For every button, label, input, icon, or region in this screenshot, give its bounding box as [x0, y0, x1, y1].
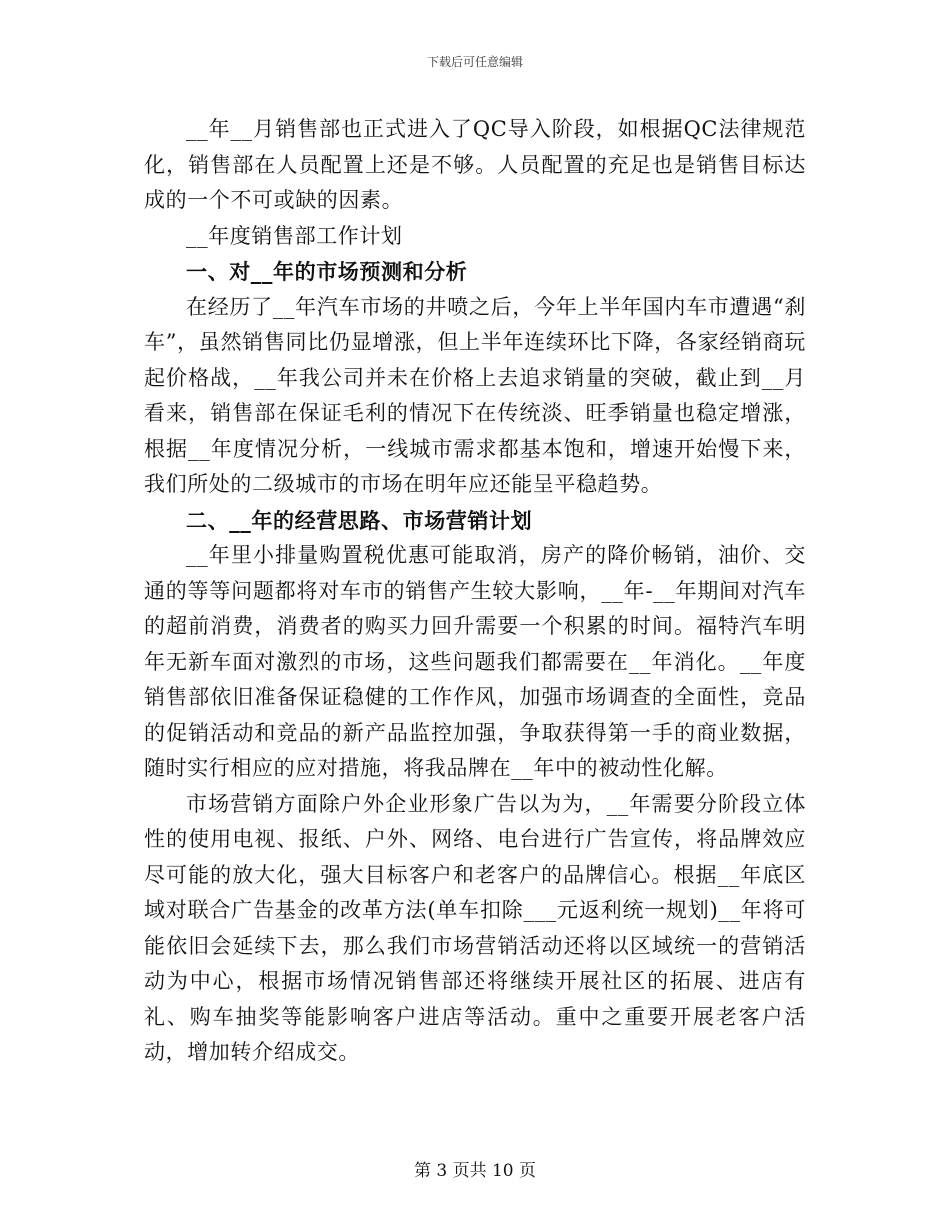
page-number: 第 3 页共 10 页 — [413, 1161, 537, 1181]
page-header-note: 下载后可任意编辑 — [426, 55, 523, 69]
section-heading-market-forecast: 一、对__年的市场预测和分析 — [186, 259, 468, 284]
paragraph-market-analysis: 在经历了__年汽车市场的井喷之后，今年上半年国内车市遭遇“刹车”，虽然销售同比仍显增涨，但上半年连续环比下降，各家经销商玩起价格战，__年我公司并未在价格上去追求销量的突破，截止到__月看来，销售部在保证毛利的情况下在传统淡、旺季销量也稳定增涨，根据__年度情况分析，一线城市需求都基本饱和，增速开始慢下来，我们所处的二级城市的市场在明年应还能呈平稳趋势。 — [144, 294, 806, 496]
paragraph-marketing-plan: 市场营销方面除户外企业形象广告以为为，__年需要分阶段立体性的使用电视、报纸、户外、网络、电台进行广告宣传，将品牌效应尽可能的放大化，强大目标客户和老客户的品牌信心。根据__年底区域对联合广告基金的改革方法(单车扣除___元返利统一规划)__年将可能依旧会延续下去，那么我们市场营销活动还将以区域统一的营销活动为中心，根据市场情况销售部还将继续开展社区的拓展、进店有礼、购车抽奖等能影响客户进店等活动。重中之重要开展老客户活动，增加转介绍成交。 — [144, 791, 806, 1064]
document-body — [144, 112, 806, 1071]
paragraph-business-strategy: __年里小排量购置税优惠可能取消，房产的降价畅销，油价、交通的等等问题都将对车市的销售产生较大影响，__年-__年期间对汽车的超前消费，消费者的购买力回升需要一个积累的时间。福特汽车明年无新车面对激烈的市场，这些问题我们都需要在__年消化。__年度销售部依旧准备保证稳健的工作作风，加强市场调查的全面性，竞品的促销活动和竞品的新产品监控加强，争取获得第一手的商业数据，随时实行相应的应对措施，将我品牌在__年中的被动性化解。 — [144, 543, 806, 780]
paragraph-plan-title: __年度销售部工作计划 — [186, 223, 403, 248]
section-heading-business-strategy: 二、__年的经营思路、市场营销计划 — [186, 507, 533, 533]
paragraph-qc-intro: __年__月销售部也正式进入了QC导入阶段，如根据QC法律规范化，销售部在人员配置上还是不够。人员配置的充足也是销售目标达成的一个不可或缺的因素。 — [144, 117, 806, 212]
